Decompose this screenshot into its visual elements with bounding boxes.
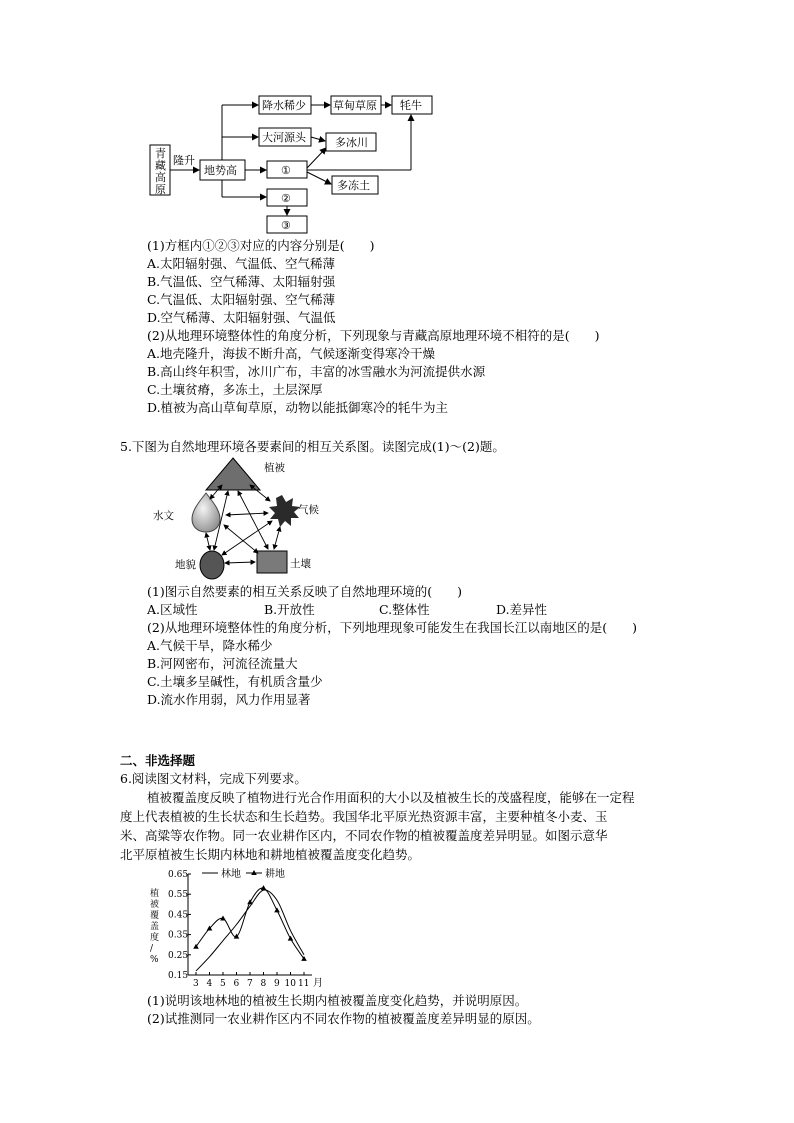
- q4-sub2: (2)从地理环境整体性的角度分析，下列现象与青藏高原地理环境不相符的是( ): [147, 328, 600, 343]
- q5-options-row: [147, 601, 607, 618]
- flow-low-precip: 降水稀少: [262, 99, 306, 112]
- q4-opt-a: A.太阳辐射强、气温低、空气稀薄: [147, 256, 336, 271]
- flow-box2: ②: [281, 192, 291, 205]
- farmland-point: [247, 899, 253, 904]
- x-tick-label: 4: [206, 979, 213, 989]
- q4-opt2-b: B.高山终年积雪，冰川广布，丰富的冰雪融水为河流提供水源: [147, 364, 486, 379]
- y-axis-label-char: 被: [150, 900, 160, 910]
- x-tick-label: 6: [233, 979, 240, 989]
- q6-para-line1: 植被覆盖度反映了植物进行光合作用面积的大小以及植被生长的茂盛程度，能够在一定程: [147, 790, 635, 805]
- q6-para-line3: 米、高粱等农作物。同一农业耕作区内，不同农作物的植被覆盖度差异明显。如图示意华: [120, 828, 608, 843]
- soil-image: [257, 551, 287, 573]
- q5-sub2: (2)从地理环境整体性的角度分析，下列地理现象可能发生在我国长江以南地区的是( ): [147, 620, 637, 635]
- y-axis-label-char: 植: [150, 889, 160, 899]
- q5-stem: 5.下图为自然地理环境各要素间的相互关系图。读图完成(1)～(2)题。: [120, 439, 505, 454]
- climate-sun-icon: [269, 495, 300, 527]
- y-axis-label-char: /: [150, 944, 154, 954]
- q6-stem: 6.阅读图文材料，完成下列要求。: [120, 771, 307, 786]
- y-axis-label-char: 盖: [150, 922, 160, 932]
- q5-opt2-b: B.河网密布，河流径流量大: [147, 656, 298, 671]
- element-relations-diagram: [140, 455, 340, 585]
- q6-para-line2: 度上代表植被的生长状态和生长趋势。我国华北平原光热资源丰富，主要种植冬小麦、玉: [120, 809, 608, 824]
- y-tick-label: 0.35: [168, 930, 189, 941]
- q4-opt2-a: A.地壳隆升，海拔不断升高，气候逐渐变得寒冷干燥: [147, 346, 436, 361]
- flow-glaciers: 多冰川: [335, 136, 368, 149]
- legend-label-farmland: 耕地: [265, 869, 285, 880]
- q4-sub1: (1)方框内①②③对应的内容分别是( ): [147, 238, 375, 253]
- label-hydrology: 水文: [153, 510, 174, 522]
- y-axis-label-char: 覆: [150, 911, 160, 921]
- x-tick-label: 11: [298, 979, 310, 989]
- hydrology-drop-icon: [192, 493, 220, 532]
- y-tick-label: 0.55: [168, 890, 189, 901]
- q4-opt-d: D.空气稀薄、太阳辐射强、气温低: [147, 310, 336, 325]
- x-tick-label: 7: [247, 979, 253, 989]
- q4-opt2-d: D.植被为高山草甸草原，动物以能抵御寒冷的牦牛为主: [147, 400, 449, 415]
- q5-opt2-d: D.流水作用弱，风力作用显著: [147, 692, 311, 707]
- flow-origin-3: 高: [155, 171, 166, 184]
- q5-sub1: (1)图示自然要素的相互关系反映了自然地理环境的( ): [147, 584, 462, 599]
- vegetation-image: [206, 458, 260, 490]
- x-tick-label: 8: [260, 979, 267, 989]
- flow-origin-2: 藏: [155, 159, 166, 172]
- x-tick-label: 9: [274, 979, 280, 989]
- q5-opt-a: A.区域性: [147, 602, 198, 617]
- q6-sub1: (1)说明该地林地的植被生长期内植被覆盖度变化趋势，并说明原因。: [147, 993, 528, 1008]
- flow-box1: ①: [281, 164, 291, 177]
- y-tick-label: 0.65: [168, 870, 189, 880]
- q4-opt-b: B.气温低、空气稀薄、太阳辐射强: [147, 274, 336, 289]
- x-tick-label: 3: [193, 979, 199, 989]
- vegetation-coverage-chart: [140, 862, 340, 992]
- flow-box3: ③: [281, 219, 291, 232]
- q6-para-line4: 北平原植被生长期内林地和耕地植被覆盖度变化趋势。: [120, 847, 421, 862]
- y-axis-label-char: %: [150, 955, 159, 965]
- section-heading: 二、非选择题: [120, 753, 196, 768]
- label-landform: 地貌: [175, 559, 196, 571]
- plateau-flow-diagram: [0, 0, 794, 240]
- q5-opt2-a: A.气候干旱，降水稀少: [147, 638, 273, 653]
- q5-opt-c: C.整体性: [379, 602, 430, 617]
- q5-opt2-c: C.土壤多呈碱性，有机质含量少: [147, 674, 323, 689]
- x-tick-label: 5: [220, 979, 226, 989]
- y-tick-label: 0.15: [168, 971, 189, 981]
- flow-origin-4: 原: [155, 183, 166, 196]
- landform-image: [200, 551, 224, 579]
- label-soil: 土壤: [290, 558, 311, 570]
- q4-opt-c: C.气温低、太阳辐射强、空气稀薄: [147, 292, 336, 307]
- q5-opt-b: B.开放性: [264, 602, 315, 617]
- label-vegetation: 植被: [264, 462, 285, 474]
- flow-origin-1: 青: [155, 147, 166, 160]
- flow-yak: 牦牛: [400, 99, 422, 112]
- x-unit-label: 月: [313, 978, 323, 989]
- q5-opt-d: D.差异性: [496, 602, 548, 617]
- y-tick-label: 0.45: [168, 910, 189, 921]
- farmland-point: [288, 936, 294, 941]
- flow-river-source: 大河源头: [262, 131, 306, 144]
- q4-opt2-c: C.土壤贫瘠，多冻土，土层深厚: [147, 382, 323, 397]
- flow-permafrost: 多冻土: [337, 179, 370, 192]
- q6-sub2: (2)试推测同一农业耕作区内不同农作物的植被覆盖度差异明显的原因。: [147, 1011, 540, 1026]
- flow-altitude: 地势高: [204, 164, 237, 177]
- legend-label-forest: 林地: [221, 869, 241, 880]
- flow-uplift: 隆升: [173, 154, 195, 167]
- y-axis-label-char: 度: [150, 933, 160, 943]
- farmland-point: [274, 907, 280, 912]
- flow-meadow: 草甸草原: [333, 99, 377, 112]
- x-tick-label: 10: [284, 979, 296, 989]
- label-climate: 气候: [298, 504, 319, 516]
- y-tick-label: 0.25: [168, 950, 189, 961]
